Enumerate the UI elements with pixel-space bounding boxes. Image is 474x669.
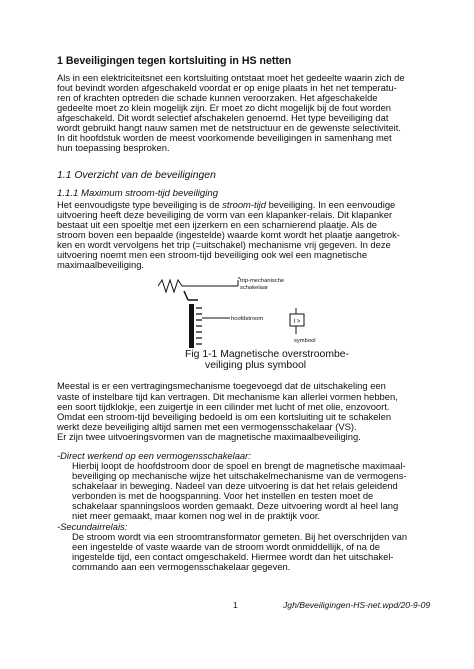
label-hoofdstroom: hoofdstroom bbox=[231, 316, 264, 322]
text-line: vaste of instelbare tijd kan vertragen. Dit mechanisme kan allerlei vormen hebben, bbox=[57, 391, 398, 402]
text-line: ken en wordt vervolgens het trip (=uitschakel) mechanisme vrij gegeven. In deze bbox=[57, 239, 391, 250]
label-trip: trip-mechanische bbox=[240, 278, 285, 284]
text-line: commando aan een vermogensschakelaar gegeven. bbox=[72, 561, 291, 572]
label-trip2: schakelaar bbox=[240, 285, 269, 291]
text-line: niet meer gemaakt, maar komen nog wel in de praktijk voor. bbox=[72, 510, 321, 521]
text-line: stroom boven een bepaalde (ingestelde) waarde komt wordt het plaatje aangetrok- bbox=[57, 229, 400, 240]
text-line: verbonden is met de hoogspanning. Voor het instellen en testen moet de bbox=[72, 490, 374, 501]
relay-symbol-text: I > bbox=[293, 319, 301, 325]
text-line: hun toepassing besproken. bbox=[57, 142, 170, 153]
text-line: schakelaar spanningsloos worden gemaakt. Deze uitvoering wordt al heel lang bbox=[72, 500, 399, 511]
text-line: werkt deze beveiliging altijd samen met een vermogensschakelaar (VS). bbox=[57, 421, 357, 432]
text-line: gedeelte moet zo klein mogelijk zijn. Er moet zo dicht mogelijk bij de fout worden bbox=[57, 102, 392, 113]
text-line: Er zijn twee uitvoeringsvormen van de magnetische maximaalbeveiliging. bbox=[57, 431, 361, 442]
section-heading: 1.1 Overzicht van de beveiligingen bbox=[57, 170, 216, 181]
hinge-plate bbox=[184, 291, 188, 300]
text-line: ren of krachten optreden die schade kunnen veroorzaken. Het afgeschakelde bbox=[57, 92, 378, 103]
label-symbool: symbool bbox=[294, 338, 316, 344]
footer-file-reference: Jgh/Beveiligingen-HS-net.wpd/20-9-09 bbox=[283, 600, 431, 610]
text-line: beveiliging op mechanische wijze het uitschakelmechanisme van de vermogens- bbox=[72, 470, 407, 481]
text-line: schakelaar in beweging. Nadeel van deze uitvoering is dat het relais geleidend bbox=[72, 480, 398, 491]
iron-core bbox=[189, 304, 194, 348]
subsection-heading: 1.1.1 Maximum stroom-tijd beveiliging bbox=[57, 188, 219, 199]
text-line: Als in een elektriciteitsnet een kortsluiting ontstaat moet het gedeelte waarin zich de bbox=[57, 72, 405, 83]
text-line: afgeschakeld. Dit wordt selectief afschakelen genoemd. Het type beveiliging dat bbox=[57, 112, 389, 123]
page-number: 1 bbox=[233, 600, 238, 610]
figure-caption-line: Fig 1-1 Magnetische overstroombe- bbox=[185, 349, 350, 360]
subheading-direct: -Direct werkend op een vermogensschakelaar: bbox=[57, 450, 251, 461]
text-line: uitvoering heeft deze beveiliging de vorm van een klapanker-relais. Dit klapanker bbox=[57, 209, 393, 220]
text-line: De stroom wordt via een stroomtransformator gemeten. Bij het overschrijden van bbox=[72, 531, 408, 542]
text-line: maximaalbeveiliging. bbox=[57, 259, 145, 270]
figure-caption-line: veiliging plus symbool bbox=[205, 360, 307, 371]
text-line: een soort tijdklokje, een zuigertje in een cilinder met lucht of met olie, enzovoort. bbox=[57, 401, 390, 412]
coil-icon bbox=[196, 308, 202, 344]
chapter-heading: 1 Beveiligingen tegen kortsluiting in HS netten bbox=[57, 55, 292, 67]
text-line: fout bevindt worden afgeschakeld voordat er op enige plaats in het net temperatu- bbox=[57, 82, 397, 93]
text-line: Het eenvoudigste type beveiliging is de stroom-tijd beveiliging. In een eenvoudige bbox=[57, 199, 396, 210]
spring-icon bbox=[158, 280, 182, 292]
text-line: ingestelde tijd, een contact omgeschakeld. Hiermee wordt dan het uitschakel- bbox=[72, 551, 394, 562]
text-line: bestaat uit een spoeltje met een ijzerkern en een scharnierend plaatje. Als de bbox=[57, 219, 377, 230]
subheading-secundair: -Secundairrelais: bbox=[57, 521, 128, 532]
text-line: wordt gebruikt hangt nauw samen met de netstructuur en de gewenste selectiviteit. bbox=[57, 122, 401, 133]
text-line: In dit hoofdstuk worden de meest voorkomende beveiligingen in samenhang met bbox=[57, 132, 392, 143]
text-line: een ingestelde of vaste waarde van de stroom wordt onmiddellijk, of na de bbox=[72, 541, 380, 552]
relay-figure bbox=[150, 270, 350, 350]
text-line: Meestal is er een vertragingsmechanisme toegevoegd dat de uitschakeling een bbox=[57, 380, 386, 391]
text-line: Omdat een stroom-tijd beveiliging bedoeld is om een kortsluiting uit te schakelen bbox=[57, 411, 392, 422]
text-line: uitvoering noemt men een stroom-tijd beveiliging ook wel een magnetische bbox=[57, 249, 368, 260]
text-line: Hierbij loopt de hoofdstroom door de spoel en brengt de magnetische maximaal- bbox=[72, 460, 406, 471]
